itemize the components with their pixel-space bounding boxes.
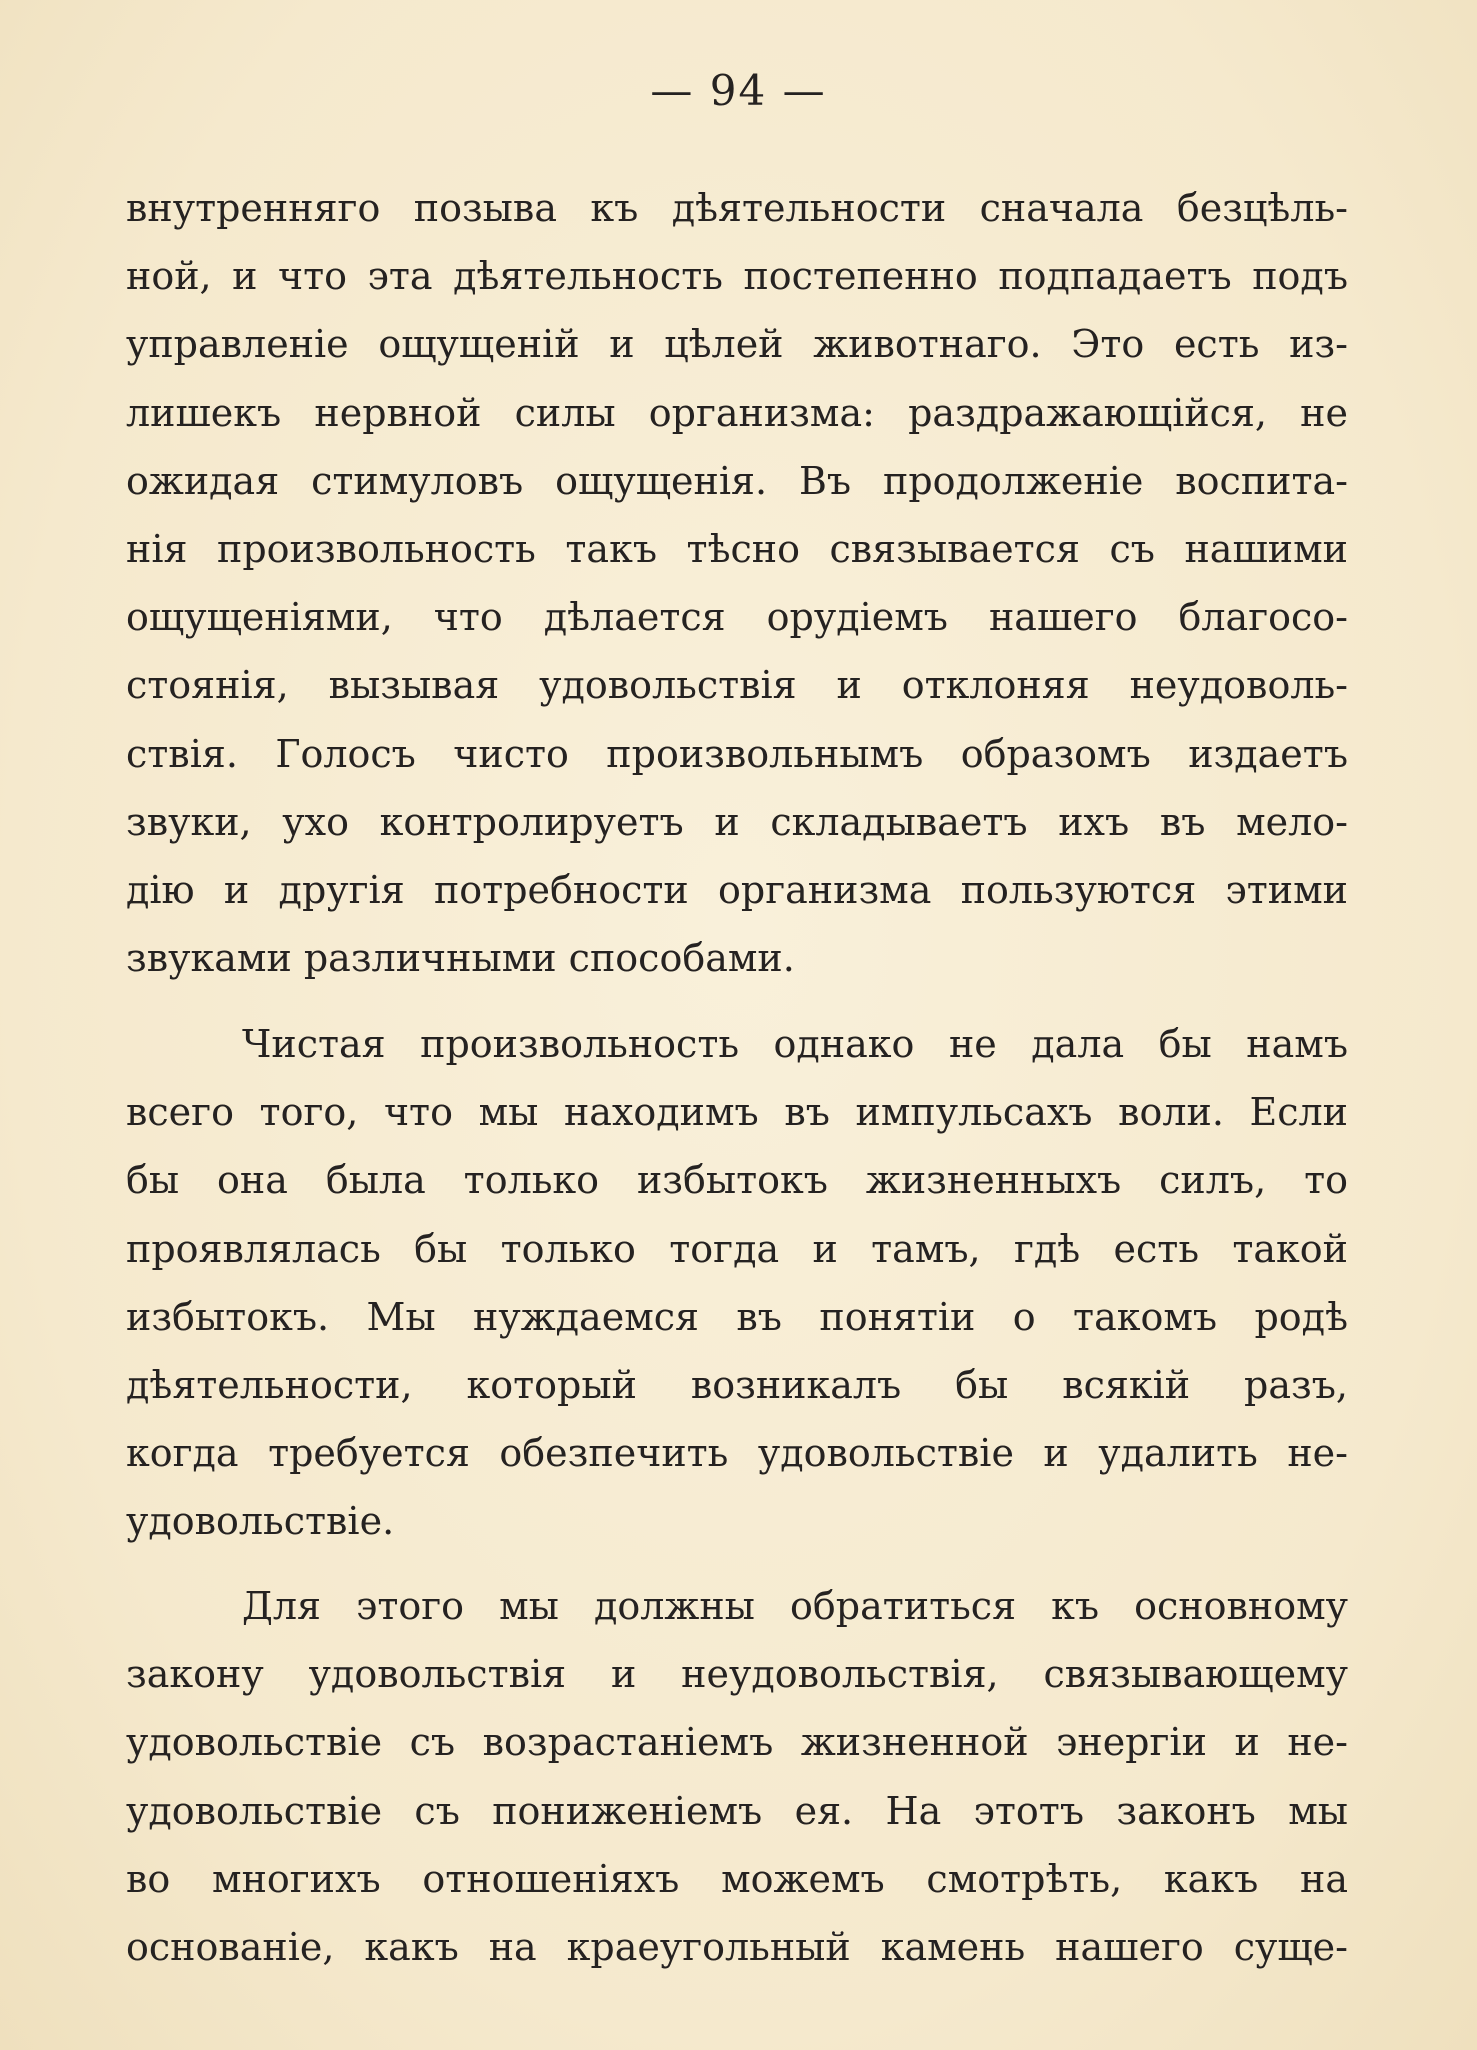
text-line: внутренняго позыва къ дѣятельности сначала безцѣль- [126, 186, 1348, 230]
paragraph-3 [126, 1572, 1348, 1981]
text-line: закону удовольствія и неудовольствія, связывающему [126, 1652, 1348, 1697]
text-line: управленіе ощущеній и цѣлей животнаго. Это есть из- [126, 322, 1348, 367]
text-line: всего того, что мы находимъ въ импульсахъ воли. Если [126, 1090, 1348, 1135]
text-line: удовольствіе съ пониженіемъ ея. На этотъ законъ мы [126, 1788, 1348, 1833]
text-line: стоянія, вызывая удовольствія и отклоняя неудоволь- [126, 663, 1348, 708]
paragraph-2 [126, 1010, 1348, 1556]
text-line: лишекъ нервной силы организма: раздражающійся, не [126, 390, 1348, 435]
text-line: бы она была только избытокъ жизненныхъ силъ, то [126, 1158, 1348, 1203]
text-line: Чистая произвольность однако не дала бы намъ [242, 1022, 1348, 1066]
text-line: Для этого мы должны обратиться къ основному [242, 1584, 1348, 1628]
page-number: — 94 — [650, 66, 827, 115]
paragraph-1 [126, 174, 1348, 992]
text-line: основаніе, какъ на краеугольный камень нашего суще- [126, 1924, 1348, 1969]
text-line: удовольствіе. [126, 1499, 395, 1544]
text-line: ной, и что эта дѣятельность постепенно подпадаетъ подъ [126, 254, 1348, 299]
text-line: ствія. Голосъ чисто произвольнымъ образомъ издаетъ [126, 731, 1348, 776]
text-line: звуками различными способами. [126, 936, 795, 981]
text-line: ощущеніями, что дѣлается орудіемъ нашего благосо- [126, 595, 1348, 640]
text-line: ожидая стимуловъ ощущенія. Въ продолженіе воспита- [126, 458, 1348, 503]
text-line: удовольствіе съ возрастаніемъ жизненной энергіи и не- [126, 1720, 1348, 1765]
text-line: когда требуется обезпечить удовольствіе и удалить не- [126, 1431, 1348, 1476]
text-line: во многихъ отношеніяхъ можемъ смотрѣть, какъ на [126, 1856, 1348, 1901]
text-line: проявлялась бы только тогда и тамъ, гдѣ есть такой [126, 1226, 1348, 1271]
text-line: звуки, ухо контролируетъ и складываетъ ихъ въ мело- [126, 799, 1348, 844]
text-line: нія произвольность такъ тѣсно связывается съ нашими [126, 526, 1348, 571]
text-line: дѣятельности, который возникалъ бы всякій разъ, [126, 1362, 1348, 1407]
text-line: избытокъ. Мы нуждаемся въ понятіи о такомъ родѣ [126, 1294, 1348, 1339]
text-line: дію и другія потребности организма пользуются этими [126, 867, 1348, 912]
